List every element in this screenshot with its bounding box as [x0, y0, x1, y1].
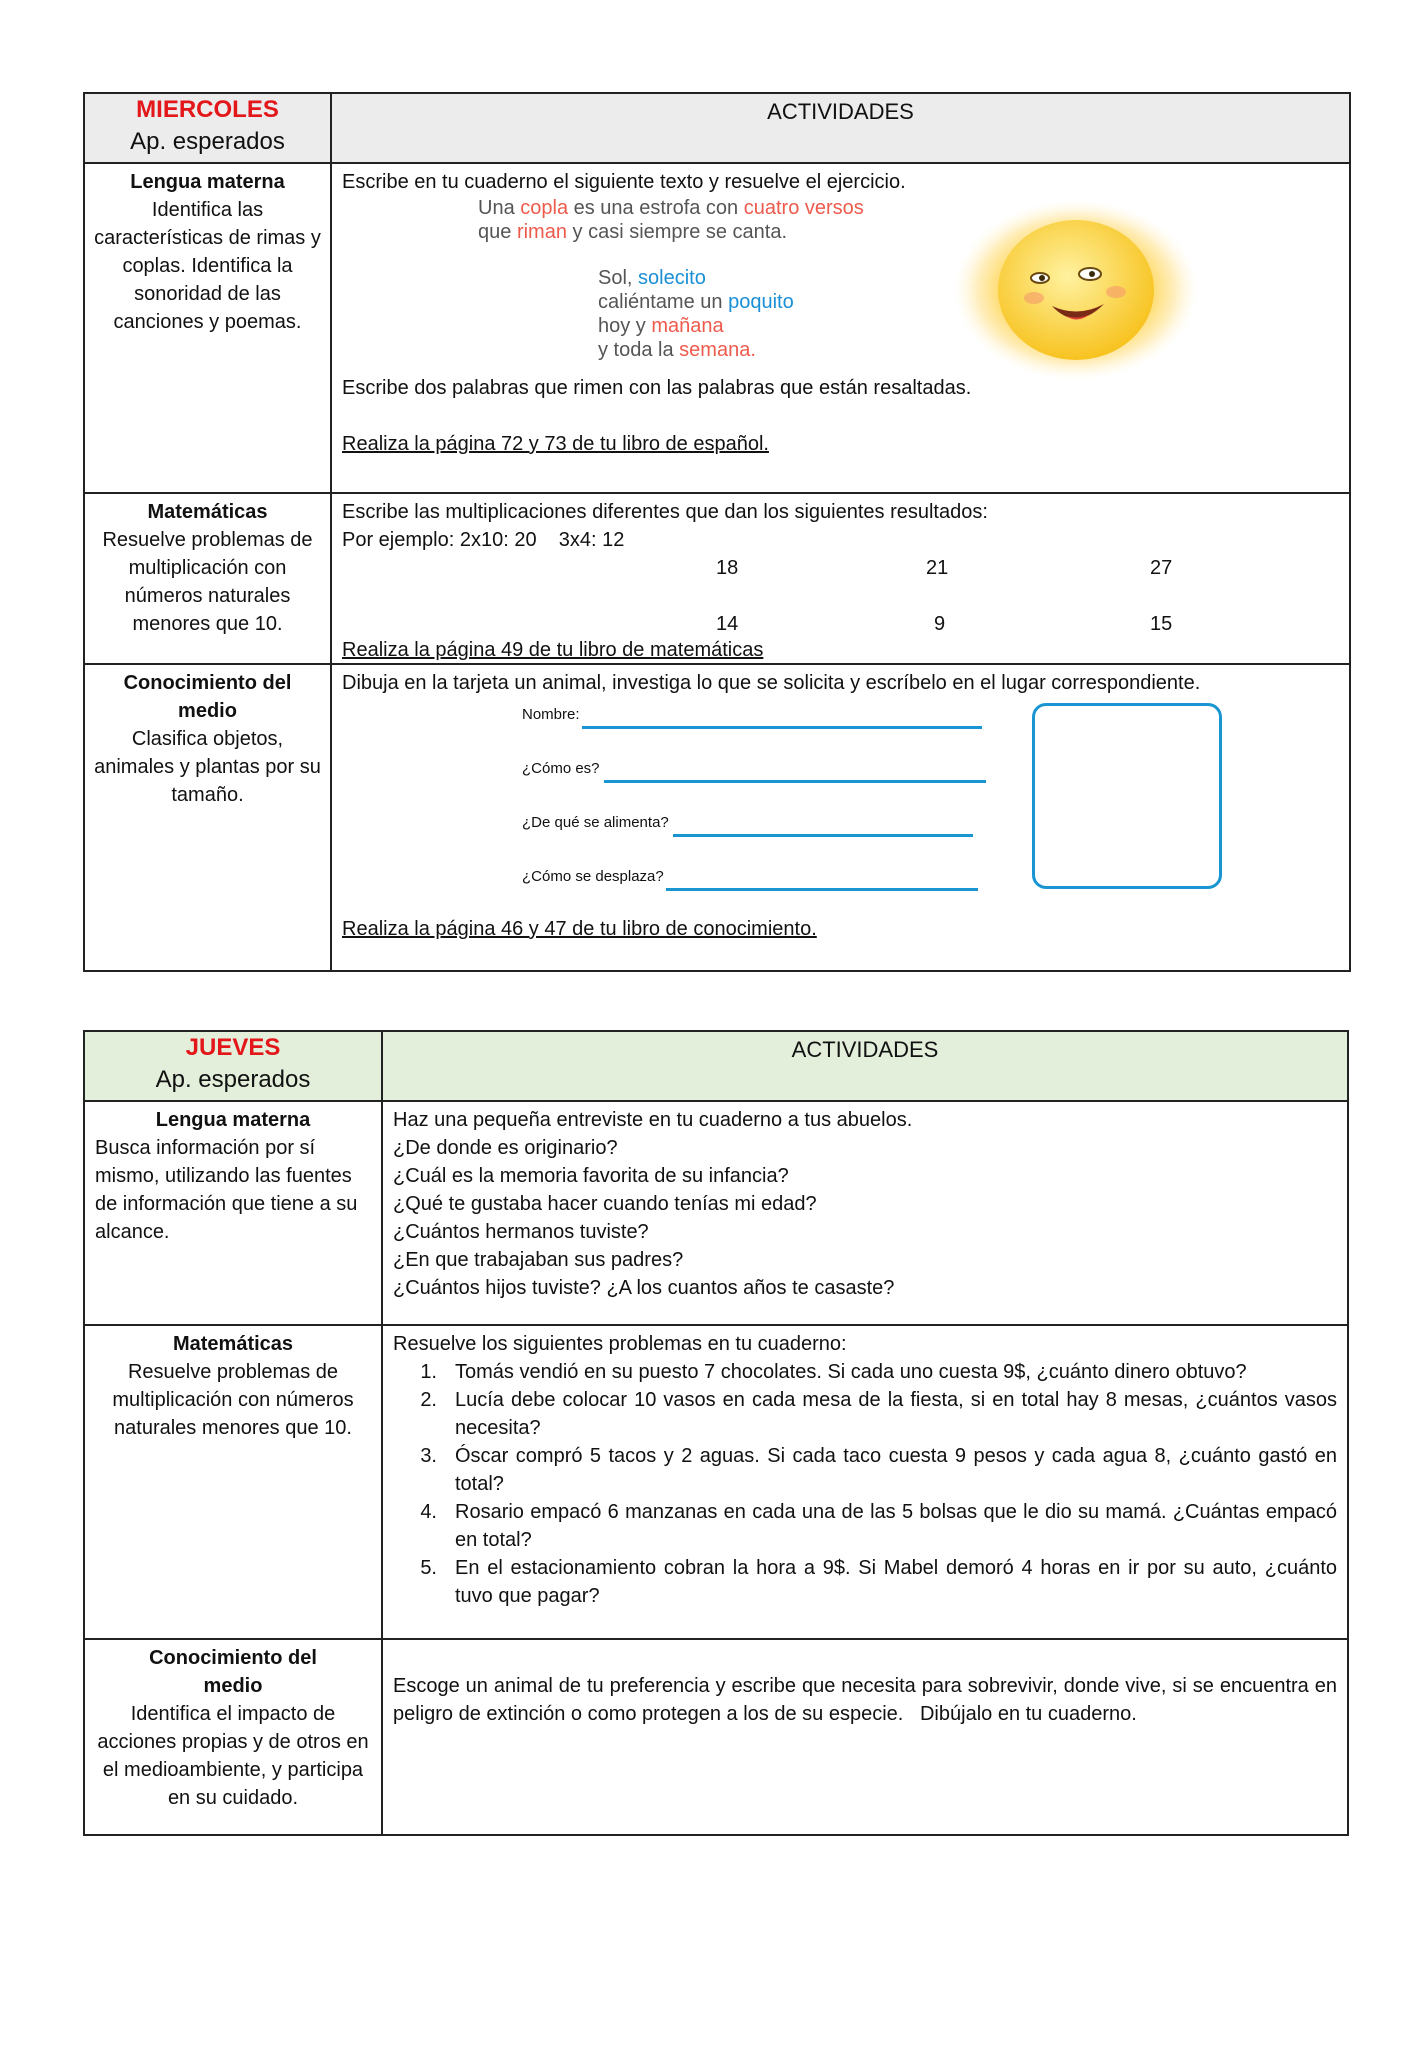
activity-intro: Resuelve los siguientes problemas en tu cuaderno:: [393, 1333, 847, 1355]
day-subtitle: Ap. esperados: [130, 128, 285, 155]
activity-intro: Escribe en tu cuaderno el siguiente texto y resuelve el ejercicio.: [342, 171, 906, 193]
number-result: 9: [934, 613, 946, 635]
subject-title: Matemáticas: [147, 501, 268, 523]
field-nombre: Nombre:: [522, 701, 982, 729]
conocimiento-cell: [84, 1639, 382, 1835]
subject-desc: Identifica las características de rimas y coplas. Identifica la sonoridad de las canciones y poemas.: [94, 199, 321, 333]
subject-desc: Clasifica objetos, animales y plantas por su tamaño.: [94, 728, 321, 806]
problem-item: 2. Lucía debe colocar 10 vasos en cada mesa de la fiesta, si en total hay 8 mesas, ¿cuántos vasos necesita?: [420, 1389, 1337, 1439]
poem-text: Sol, solecito caliéntame un poquito hoy y mañana y toda la semana.: [598, 267, 794, 361]
number-result: 27: [1150, 557, 1173, 579]
subject-desc: Busca información por sí mismo, utilizando las fuentes de información que tiene a su alcance.: [95, 1137, 358, 1243]
day-title: JUEVES: [185, 1034, 281, 1061]
book-link: Realiza la página 72 y 73 de tu libro de español.: [342, 433, 769, 455]
drawing-card: [1032, 703, 1222, 889]
subject-title: Lengua materna: [130, 171, 285, 193]
interview-line: ¿Qué te gustaba hacer cuando tenías mi edad?: [393, 1193, 817, 1215]
subject-title: Conocimiento del medio: [149, 1647, 317, 1697]
matematicas-cell: [84, 1325, 382, 1639]
field-desplaza: ¿Cómo se desplaza?: [522, 863, 978, 891]
activity-intro: Dibuja en la tarjeta un animal, investiga lo que se solicita y escríbelo en el lugar correspondiente.: [342, 672, 1201, 694]
field-alimenta: ¿De qué se alimenta?: [522, 809, 973, 837]
problem-item: 5. En el estacionamiento cobran la hora a 9$. Si Mabel demoró 4 horas en ir por su auto, ¿cuánto tuvo que pagar?: [420, 1557, 1337, 1607]
jueves-header-day: [84, 1031, 382, 1101]
subject-title: Matemáticas: [172, 1333, 294, 1355]
activities-header: ACTIVIDADES: [382, 1031, 1348, 1101]
subject-desc: Resuelve problemas de multiplicación con números naturales menores que 10.: [112, 1361, 354, 1439]
book-link: Realiza la página 46 y 47 de tu libro de conocimiento.: [342, 918, 817, 940]
interview-line: ¿Cuántos hijos tuviste? ¿A los cuantos años te casaste?: [393, 1277, 895, 1299]
subject-title: Lengua materna: [155, 1109, 311, 1131]
problem-item: 1. Tomás vendió en su puesto 7 chocolates. Si cada uno cuesta 9$, ¿cuánto dinero obtuvo?: [420, 1361, 1247, 1383]
subject-title: Conocimiento del medio: [123, 672, 292, 722]
problem-item: 4. Rosario empacó 6 manzanas en cada una de las 5 bolsas que le dio su mamá. ¿Cuántas empacó en total?: [420, 1501, 1337, 1551]
day-title: MIERCOLES: [136, 96, 279, 123]
field-como-es: ¿Cómo es?: [522, 755, 986, 783]
number-result: 18: [716, 557, 739, 579]
conocimiento-activity: [331, 664, 1350, 971]
subject-desc: Resuelve problemas de multiplicación con números naturales menores que 10.: [102, 529, 313, 635]
jueves-table: [83, 1030, 1349, 1836]
matematicas-activity: [331, 493, 1350, 664]
sun-image: [954, 200, 1198, 380]
miercoles-table: [83, 92, 1351, 972]
conocimiento-activity: [382, 1639, 1348, 1835]
number-result: 21: [926, 557, 949, 579]
copla-text: Una copla es una estrofa con cuatro versos que riman y casi siempre se canta.: [478, 197, 864, 243]
subject-desc: Identifica el impacto de acciones propias y de otros en el medioambiente, y participa en su cuidado.: [97, 1703, 369, 1809]
interview-line: Haz una pequeña entreviste en tu cuaderno a tus abuelos.: [393, 1109, 913, 1131]
miercoles-header-day: [84, 93, 331, 163]
interview-line: ¿De donde es originario?: [393, 1137, 618, 1159]
book-link: Realiza la página 49 de tu libro de matemáticas: [342, 639, 764, 661]
matematicas-cell: [84, 493, 331, 664]
lengua-cell: [84, 163, 331, 493]
matematicas-activity: [382, 1325, 1348, 1639]
interview-line: ¿Cuál es la memoria favorita de su infancia?: [393, 1165, 789, 1187]
lengua-cell: [84, 1101, 382, 1325]
interview-line: ¿Cuántos hermanos tuviste?: [393, 1221, 649, 1243]
activity-text: Escoge un animal de tu preferencia y escribe que necesita para sobrevivir, donde vive, si se encuentra en peligro de extinción o como protegen a los de su especie. Dibújalo en tu cuaderno.: [393, 1675, 1343, 1725]
interview-line: ¿En que trabajaban sus padres?: [393, 1249, 684, 1271]
activity-intro: Escribe las multiplicaciones diferentes que dan los siguientes resultados:: [342, 501, 988, 523]
number-result: 15: [1150, 613, 1173, 635]
lengua-activity: [331, 163, 1350, 493]
activity-instruction: Escribe dos palabras que rimen con las palabras que están resaltadas.: [342, 377, 972, 399]
activities-header: ACTIVIDADES: [331, 93, 1350, 163]
lengua-activity: [382, 1101, 1348, 1325]
activity-example: Por ejemplo: 2x10: 20 3x4: 12: [342, 529, 625, 551]
day-subtitle: Ap. esperados: [155, 1066, 311, 1093]
number-result: 14: [716, 613, 739, 635]
conocimiento-cell: [84, 664, 331, 971]
problem-item: 3. Óscar compró 5 tacos y 2 aguas. Si cada taco cuesta 9 pesos y cada agua 8, ¿cuánto gastó en total?: [420, 1445, 1337, 1495]
